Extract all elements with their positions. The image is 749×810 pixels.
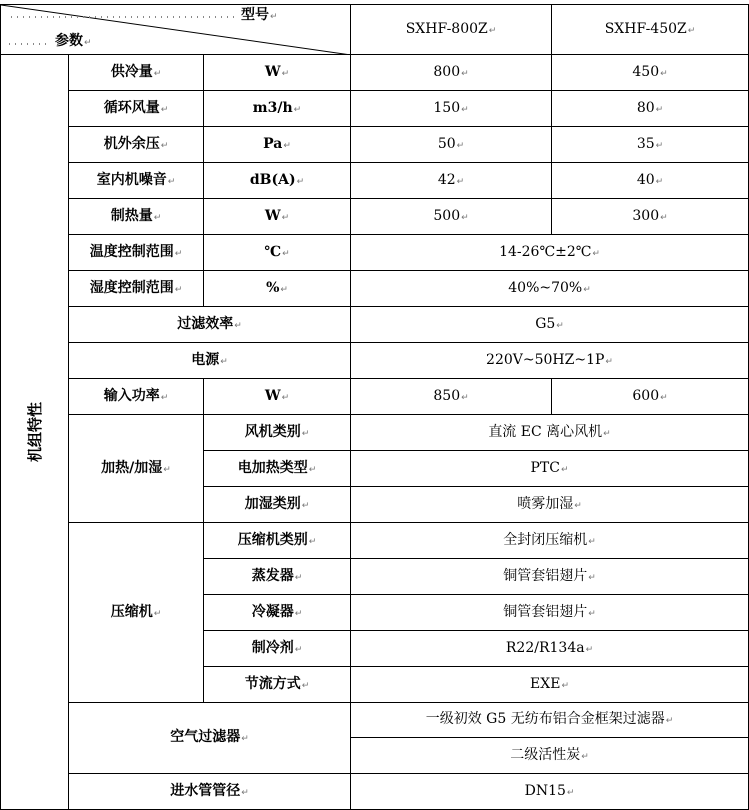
param-value-2: 450↵ (552, 55, 749, 91)
param-value-2: 600↵ (552, 379, 749, 415)
param-value-shared: 二级活性炭↵ (351, 738, 749, 774)
group-compressor: 压缩机↵ (69, 523, 204, 703)
param-name: 室内机噪音↵ (69, 163, 204, 199)
param-unit: m3/h↵ (204, 91, 351, 127)
param-name: 机外余压↵ (69, 127, 204, 163)
param-name: 压缩机类别↵ (204, 523, 351, 559)
param-unit: dB(A)↵ (204, 163, 351, 199)
side-category-label: 机组特性 (25, 401, 44, 463)
param-value-shared: 直流 EC 离心风机↵ (351, 415, 749, 451)
param-name: 电加热类型↵ (204, 451, 351, 487)
param-value-2: 300↵ (552, 199, 749, 235)
param-value-1: 150↵ (351, 91, 552, 127)
model-name-2: SXHF-450Z↵ (552, 5, 749, 55)
table-row (1, 163, 749, 199)
param-value-1: 50↵ (351, 127, 552, 163)
param-value-2: 40↵ (552, 163, 749, 199)
table-row (1, 91, 749, 127)
param-label: 参数 (55, 33, 83, 49)
param-unit: ℃↵ (204, 235, 351, 271)
param-value-shared: G5↵ (351, 307, 749, 343)
table-row (1, 774, 749, 810)
header-row (1, 5, 749, 55)
param-value-shared: PTC↵ (351, 451, 749, 487)
param-value-1: 500↵ (351, 199, 552, 235)
param-unit: %↵ (204, 271, 351, 307)
param-name: 制冷剂↵ (204, 631, 351, 667)
param-name: 湿度控制范围↵ (69, 271, 204, 307)
model-name-1: SXHF-800Z↵ (351, 5, 552, 55)
param-value-shared: 喷雾加湿↵ (351, 487, 749, 523)
table-row (1, 307, 749, 343)
param-unit: W↵ (204, 199, 351, 235)
table-row (1, 523, 749, 559)
param-value-1: 42↵ (351, 163, 552, 199)
param-value-1: 850↵ (351, 379, 552, 415)
param-value-shared: 全封闭压缩机↵ (351, 523, 749, 559)
param-value-2: 35↵ (552, 127, 749, 163)
param-name: 加湿类别↵ (204, 487, 351, 523)
table-row (1, 379, 749, 415)
table-row (1, 343, 749, 379)
table-row (1, 199, 749, 235)
param-name: 进水管管径↵ (69, 774, 351, 810)
side-category-cell (1, 55, 69, 810)
table-row (1, 235, 749, 271)
param-name: 输入功率↵ (69, 379, 204, 415)
param-value-shared: R22/R134a↵ (351, 631, 749, 667)
param-value-shared: 220V~50HZ~1P↵ (351, 343, 749, 379)
param-name: 冷凝器↵ (204, 595, 351, 631)
param-name: 空气过滤器↵ (69, 703, 351, 774)
param-name: 温度控制范围↵ (69, 235, 204, 271)
param-value-shared: DN15↵ (351, 774, 749, 810)
param-value-shared: 铜管套铝翅片↵ (351, 595, 749, 631)
spec-table (0, 4, 749, 810)
table-row (1, 271, 749, 307)
param-value-shared: 铜管套铝翅片↵ (351, 559, 749, 595)
table-row (1, 415, 749, 451)
param-value-shared: 14-26℃±2℃↵ (351, 235, 749, 271)
param-name: 循环风量↵ (69, 91, 204, 127)
header-corner-cell: 型号↵ 参数↵ (1, 5, 351, 55)
param-value-shared: 40%~70%↵ (351, 271, 749, 307)
param-name: 风机类别↵ (204, 415, 351, 451)
param-unit: Pa↵ (204, 127, 351, 163)
table-row (1, 127, 749, 163)
param-name: 制热量↵ (69, 199, 204, 235)
group-heating: 加热/加湿↵ (69, 415, 204, 523)
diagonal-divider (1, 5, 351, 55)
param-unit: W↵ (204, 379, 351, 415)
model-label: 型号 (241, 7, 269, 23)
param-unit: W↵ (204, 55, 351, 91)
param-name: 蒸发器↵ (204, 559, 351, 595)
param-name: 过滤效率↵ (69, 307, 351, 343)
param-value-shared: EXE↵ (351, 667, 749, 703)
param-value-1: 800↵ (351, 55, 552, 91)
param-value-2: 80↵ (552, 91, 749, 127)
param-name: 节流方式↵ (204, 667, 351, 703)
param-name: 电源↵ (69, 343, 351, 379)
param-value-shared: 一级初效 G5 无纺布铝合金框架过滤器↵ (351, 703, 749, 738)
param-name: 供冷量↵ (69, 55, 204, 91)
table-row (1, 703, 749, 738)
table-row (1, 55, 749, 91)
